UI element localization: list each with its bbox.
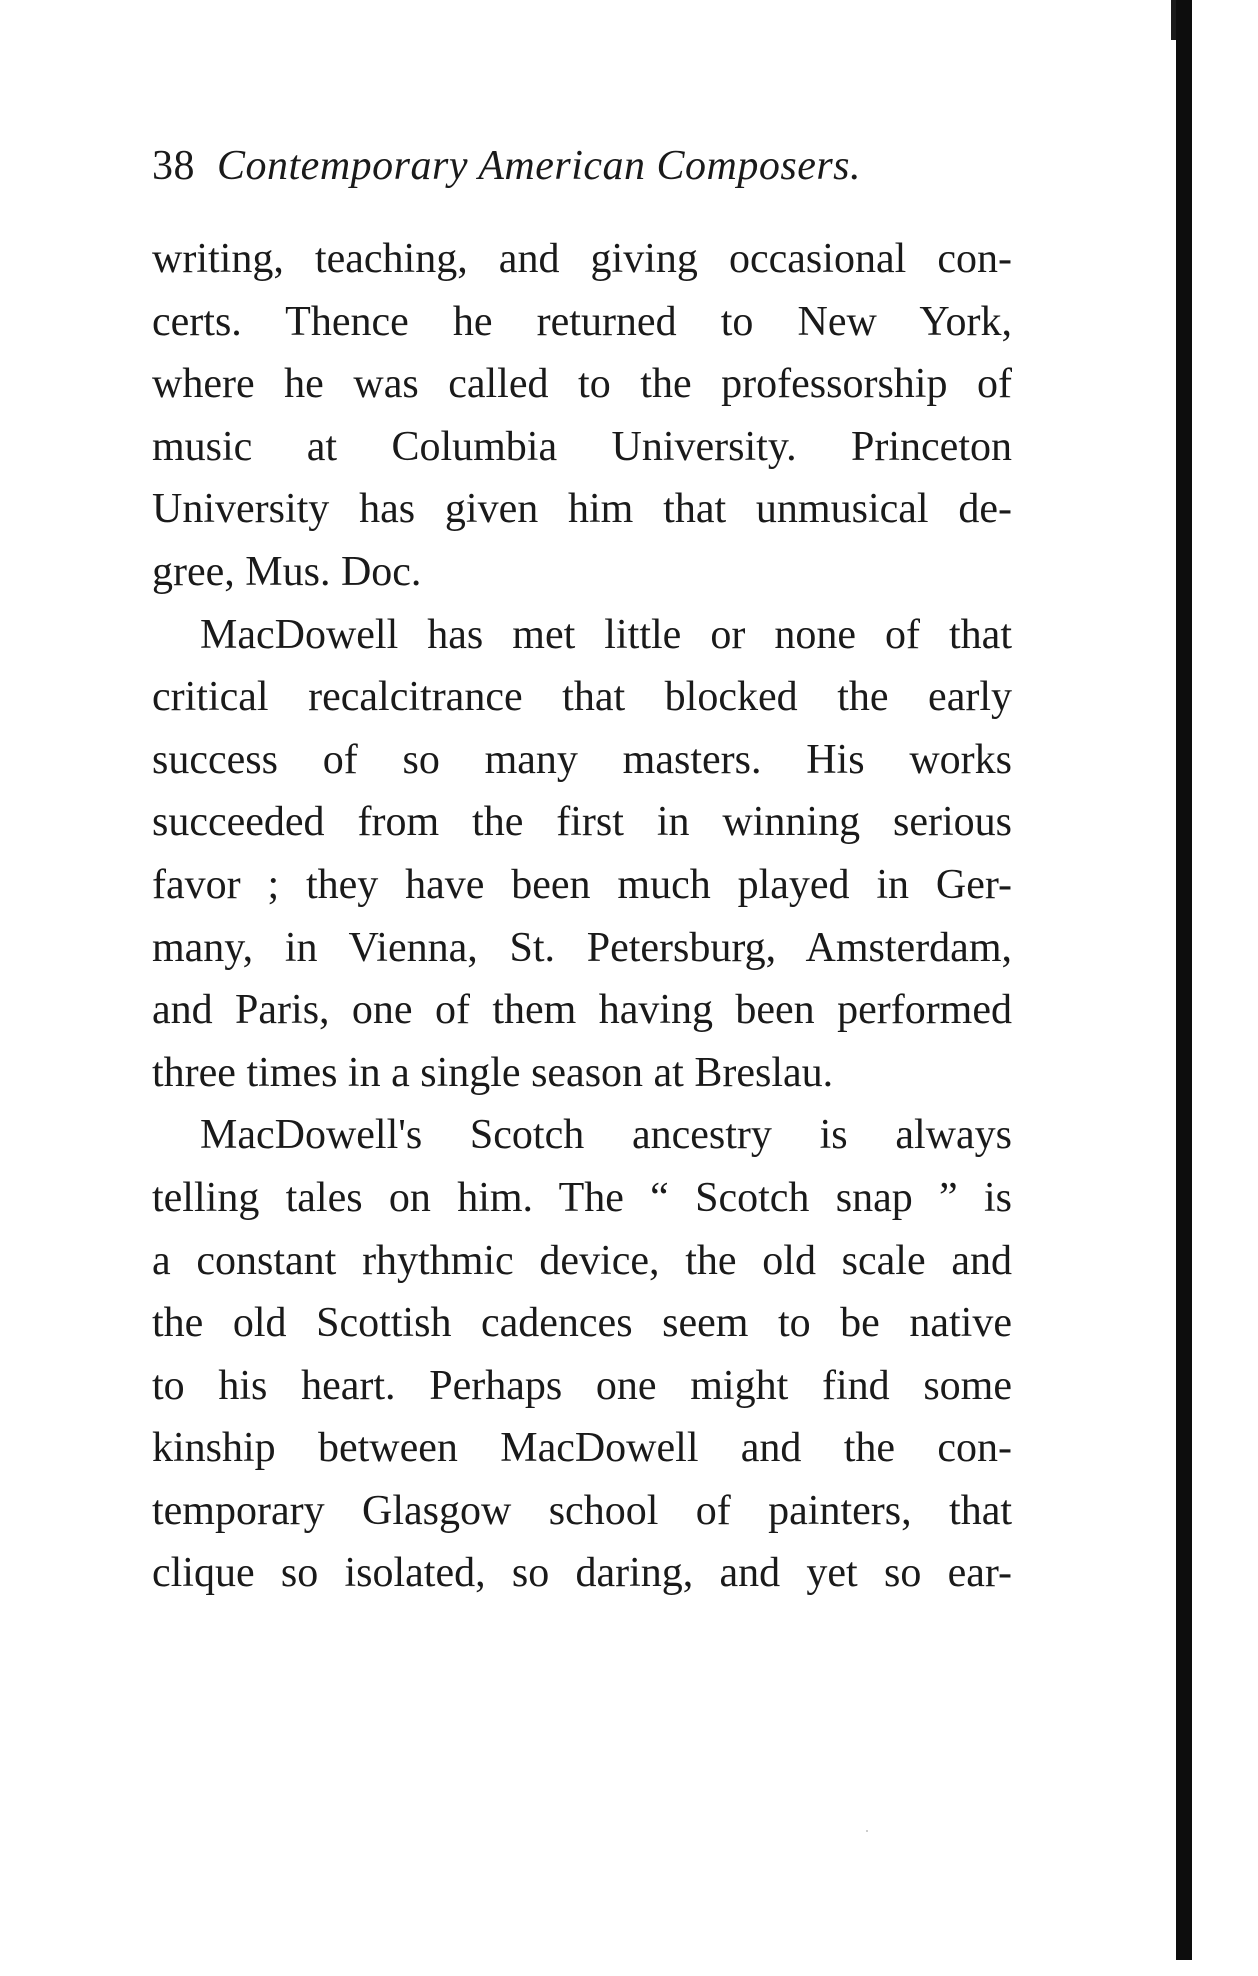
text-line: writing, teaching, and giving occasional con- <box>152 236 1012 282</box>
text-line: to his heart. Perhaps one might find some <box>152 1362 1012 1409</box>
text-line: kinship between MacDowell and the con- <box>152 1425 1012 1472</box>
running-header <box>152 136 861 196</box>
text-line: and Paris, one of them having been performed <box>152 987 1012 1034</box>
paper-speck <box>866 1830 868 1832</box>
text-line: certs. Thence he returned to New York, <box>152 298 1012 345</box>
text-line: telling tales on him. The “ Scotch snap ” is <box>152 1174 1012 1221</box>
page-number: 38 <box>152 143 195 189</box>
text-line: MacDowell has met little or none of that <box>200 611 1012 658</box>
binding-edge <box>1176 0 1192 1960</box>
text-line: many, in Vienna, St. Petersburg, Amsterdam, <box>152 924 1012 971</box>
text-line: three times in a single season at Breslau. <box>152 1049 834 1096</box>
text-line: MacDowell's Scotch ancestry is always <box>200 1112 1012 1159</box>
text-line: clique so isolated, so daring, and yet so ear- <box>152 1550 1012 1597</box>
text-line: gree, Mus. Doc. <box>152 548 422 595</box>
text-line: where he was called to the professorship of <box>152 361 1012 408</box>
body-text <box>152 228 1012 1605</box>
text-line: succeeded from the first in winning serious <box>152 799 1012 846</box>
text-line: critical recalcitrance that blocked the early <box>152 674 1012 721</box>
text-line: favor ; they have been much played in Ger- <box>152 861 1012 908</box>
text-line: University has given him that unmusical de- <box>152 486 1012 533</box>
text-line: temporary Glasgow school of painters, that <box>152 1487 1012 1534</box>
running-title: Contemporary American Composers. <box>217 143 862 189</box>
text-line: the old Scottish cadences seem to be native <box>152 1300 1012 1347</box>
text-line: music at Columbia University. Princeton <box>152 423 1012 470</box>
text-line: success of so many masters. His works <box>152 736 1012 783</box>
text-line: a constant rhythmic device, the old scale and <box>152 1237 1012 1284</box>
